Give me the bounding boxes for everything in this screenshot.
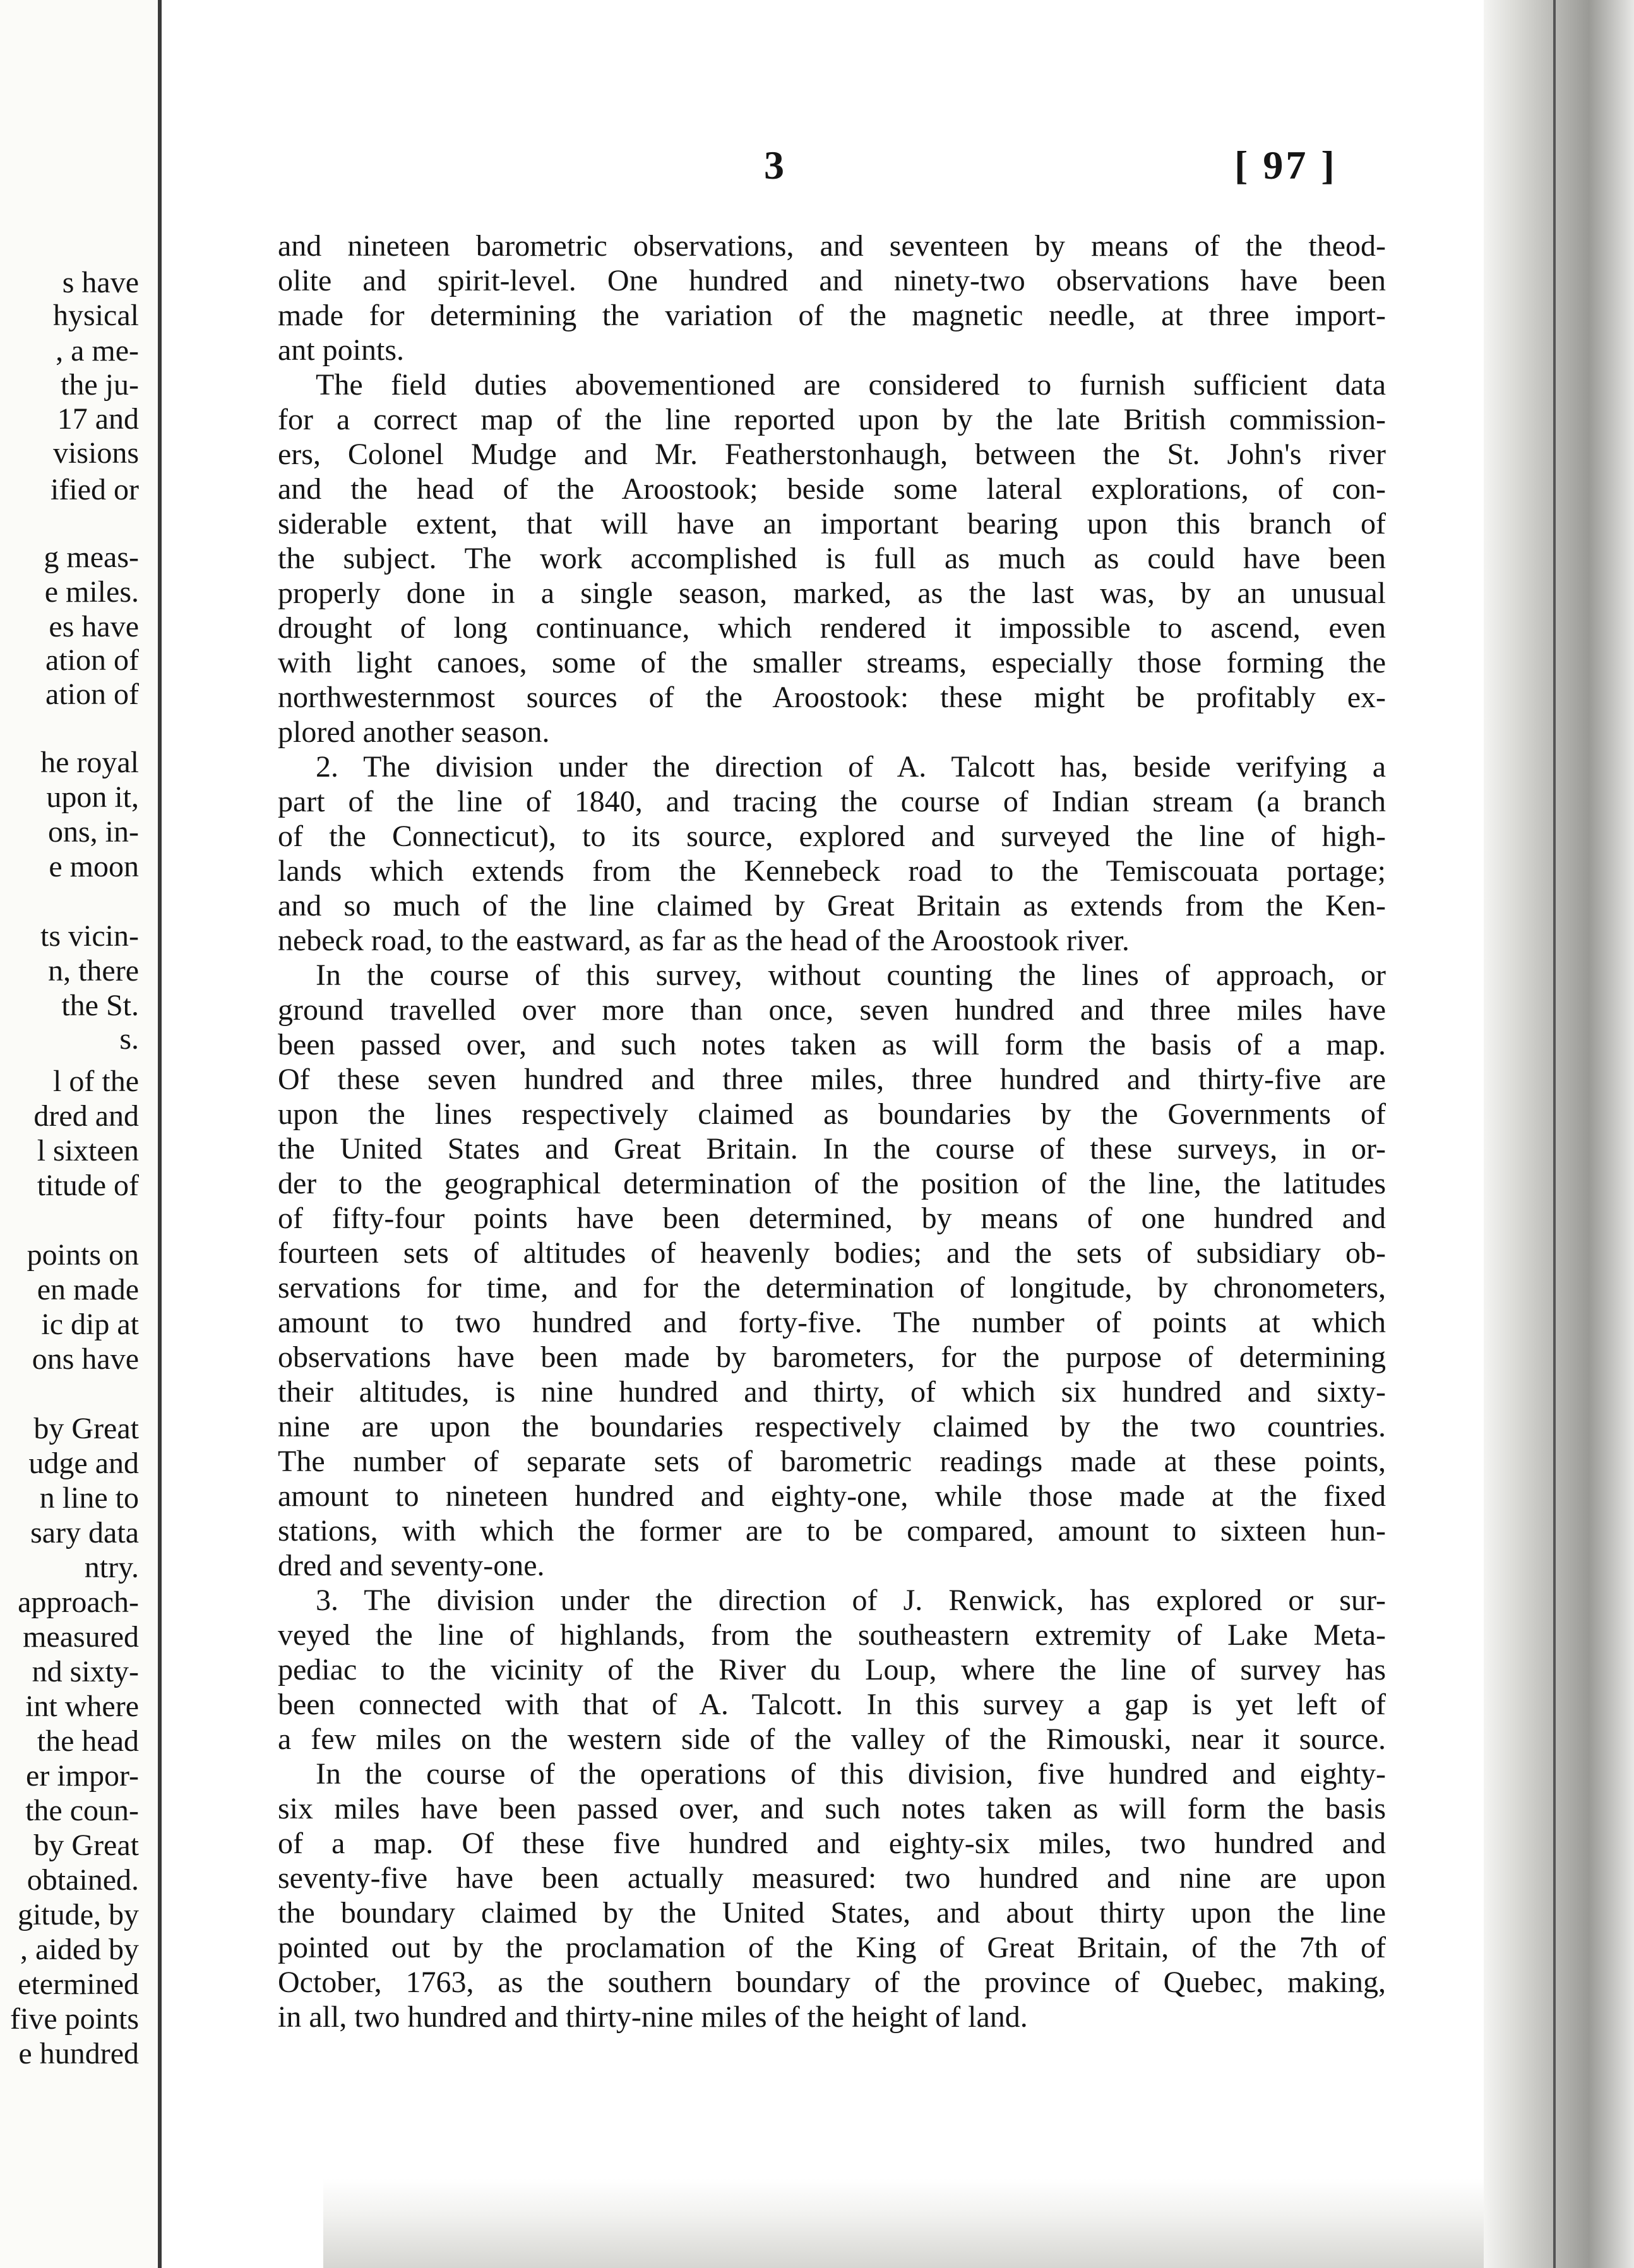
body-text-line: stations, with which the former are to be compared, amount to sixteen hun- [278, 1514, 1386, 1548]
left-page-fragment: by Great [33, 1412, 139, 1445]
body-text-line: Of these seven hundred and three miles, three hundred and thirty-five are [278, 1063, 1386, 1096]
body-text-line: ground travelled over more than once, seven hundred and three miles have [278, 993, 1386, 1027]
body-text-line: der to the geographical determination of the position of the line, the latitudes [278, 1167, 1386, 1200]
left-page-fragment: gitude, by [18, 1898, 139, 1931]
page-bottom-edge [323, 2178, 1634, 2268]
body-text-line: six miles have been passed over, and such notes taken as will form the basis [278, 1792, 1386, 1825]
body-text-line: been connected with that of A. Talcott. In this survey a gap is yet left of [278, 1688, 1386, 1721]
left-page-fragment: he royal [40, 746, 139, 779]
body-text-line: fourteen sets of altitudes of heavenly bodies; and the sets of subsidiary ob- [278, 1236, 1386, 1270]
left-page-fragment: measured [23, 1620, 139, 1654]
body-text-line: nine are upon the boundaries respectively claimed by the two countries. [278, 1410, 1386, 1443]
page-number: 3 [764, 143, 784, 188]
body-text-line: dred and seventy-one. [278, 1549, 545, 1582]
left-page-fragment: e miles. [44, 575, 139, 609]
body-text-line: servations for time, and for the determination of longitude, by chronometers, [278, 1271, 1386, 1304]
body-text-line: ant points. [278, 333, 404, 367]
left-page-fragment: obtained. [27, 1863, 139, 1897]
body-text-line: October, 1763, as the southern boundary of the province of Quebec, making, [278, 1966, 1386, 1999]
left-page-fragment: ntry. [84, 1551, 139, 1584]
body-text-line: with light canoes, some of the smaller streams, especially those forming the [278, 646, 1386, 679]
left-page-fragment: , aided by [20, 1933, 139, 1966]
left-page-fragment: g meas- [44, 540, 139, 574]
page-edge-shadow [1484, 0, 1634, 2268]
left-page-fragment: n line to [39, 1481, 139, 1515]
left-page-fragment: hysical [53, 299, 139, 332]
body-text-line: part of the line of 1840, and tracing the course of Indian stream (a branch [278, 785, 1386, 818]
body-text-line: olite and spirit-level. One hundred and ninety-two observations have been [278, 264, 1386, 297]
left-page-fragment: ation of [45, 677, 139, 711]
body-text-line: and so much of the line claimed by Great Britain as extends from the Ken- [278, 889, 1386, 922]
left-page-fragment: etermined [18, 1967, 139, 2001]
left-page-fragment: visions [52, 436, 139, 470]
body-text-line: their altitudes, is nine hundred and thirty, of which six hundred and sixty- [278, 1375, 1386, 1409]
body-text-line: pointed out by the proclamation of the King of Great Britain, of the 7th of [278, 1931, 1386, 1964]
body-text-line: lands which extends from the Kennebeck road to the Temiscouata portage; [278, 854, 1386, 888]
body-text-line: in all, two hundred and thirty-nine miles of the height of land. [278, 2000, 1028, 2034]
left-page-fragment: ons, in- [48, 815, 139, 849]
body-text [278, 229, 1386, 2034]
body-text-line: the boundary claimed by the United States, and about thirty upon the line [278, 1896, 1386, 1930]
left-page-fragment: by Great [33, 1829, 139, 1862]
body-text-line: In the course of this survey, without counting the lines of approach, or [316, 958, 1386, 992]
document-number: [ 97 ] [1234, 143, 1337, 188]
body-text-line: of a map. Of these five hundred and eighty-six miles, two hundred and [278, 1827, 1386, 1860]
left-page-fragment: ic dip at [41, 1308, 139, 1341]
body-text-line: amount to nineteen hundred and eighty-one, while those made at the fixed [278, 1479, 1386, 1513]
left-page-fragment: points on [27, 1238, 139, 1272]
left-page-fragment: udge and [28, 1447, 139, 1480]
body-text-line: In the course of the operations of this division, five hundred and eighty- [316, 1757, 1386, 1791]
body-text-line: pediac to the vicinity of the River du Loup, where the line of survey has [278, 1653, 1386, 1686]
body-text-line: the United States and Great Britain. In the course of these surveys, in or- [278, 1132, 1386, 1166]
body-text-line: ers, Colonel Mudge and Mr. Featherstonhaugh, between the St. John's river [278, 438, 1386, 471]
left-page-fragment: titude of [37, 1169, 139, 1202]
left-page-fragment: s have [62, 266, 139, 299]
left-page-fragment: ation of [45, 643, 139, 677]
body-text-line: veyed the line of highlands, from the southeastern extremity of Lake Meta- [278, 1618, 1386, 1652]
body-text-line: and nineteen barometric observations, and seventeen by means of the theod- [278, 229, 1386, 263]
left-page-fragment: the coun- [25, 1794, 139, 1827]
body-text-line: observations have been made by barometers, for the purpose of determining [278, 1340, 1386, 1374]
body-text-line: nebeck road, to the eastward, as far as the head of the Aroostook river. [278, 924, 1130, 957]
body-text-line: upon the lines respectively claimed as boundaries by the Governments of [278, 1097, 1386, 1131]
body-text-line: seventy-five have been actually measured: two hundred and nine are upon [278, 1861, 1386, 1895]
left-page-fragment: er impor- [26, 1759, 139, 1793]
body-text-line: the subject. The work accomplished is full as much as could have been [278, 542, 1386, 575]
body-text-line: of fifty-four points have been determined, by means of one hundred and [278, 1202, 1386, 1235]
left-page-fragment: the St. [61, 989, 139, 1022]
left-page-fragment: nd sixty- [32, 1655, 139, 1688]
body-text-line: been passed over, and such notes taken as will form the basis of a map. [278, 1028, 1386, 1061]
left-page-fragment: ified or [51, 473, 139, 506]
body-text-line: made for determining the variation of the magnetic needle, at three import- [278, 299, 1386, 332]
body-text-line: and the head of the Aroostook; beside some lateral explorations, of con- [278, 472, 1386, 506]
body-text-line: of the Connecticut), to its source, explored and surveyed the line of high- [278, 820, 1386, 853]
left-page-fragment: es have [49, 610, 139, 643]
left-page-fragment: en made [37, 1273, 139, 1306]
left-page-fragment: the head [37, 1724, 139, 1758]
body-text-line: The number of separate sets of barometric readings made at these points, [278, 1445, 1386, 1478]
left-page-fragment: 17 and [57, 402, 139, 436]
left-page-fragment: dred and [33, 1099, 139, 1133]
body-text-line: a few miles on the western side of the valley of the Rimouski, near it source. [278, 1722, 1386, 1756]
left-page-fragment: e moon [49, 850, 139, 883]
left-page-fragment: e hundred [18, 2037, 139, 2070]
left-page-fragment: sary data [30, 1516, 139, 1549]
body-text-line: siderable extent, that will have an important bearing upon this branch of [278, 507, 1386, 540]
left-page-fragment: approach- [18, 1585, 139, 1619]
left-page-fragment: n, there [48, 954, 139, 988]
left-page-fragment: ons have [32, 1342, 139, 1376]
left-page-fragment: l of the [53, 1065, 139, 1098]
body-text-line: 3. The division under the direction of J. Renwick, has explored or sur- [316, 1584, 1386, 1617]
body-text-line: amount to two hundred and forty-five. The number of points at which [278, 1306, 1386, 1339]
left-page-fragment: , a me- [56, 334, 139, 367]
previous-page-fragment [0, 0, 162, 2268]
body-text-line: drought of long continuance, which rendered it impossible to ascend, even [278, 611, 1386, 645]
body-text-line: plored another season. [278, 715, 550, 749]
left-page-fragment: upon it, [46, 780, 139, 814]
left-page-fragment: s. [119, 1022, 139, 1056]
left-page-fragment: five points [10, 2002, 139, 2036]
left-page-fragment: l sixteen [37, 1134, 139, 1167]
body-text-line: 2. The division under the direction of A. Talcott has, beside verifying a [316, 750, 1386, 784]
left-page-fragment: int where [25, 1690, 139, 1723]
left-page-fragment: ts vicin- [40, 919, 139, 953]
body-text-line: northwesternmost sources of the Aroostook: these might be profitably ex- [278, 681, 1386, 714]
body-text-line: for a correct map of the line reported upon by the late British commission- [278, 403, 1386, 436]
body-text-line: properly done in a single season, marked, as the last was, by an unusual [278, 576, 1386, 610]
body-text-line: The field duties abovementioned are considered to furnish sufficient data [316, 368, 1386, 402]
left-page-fragment: the ju- [61, 368, 139, 402]
